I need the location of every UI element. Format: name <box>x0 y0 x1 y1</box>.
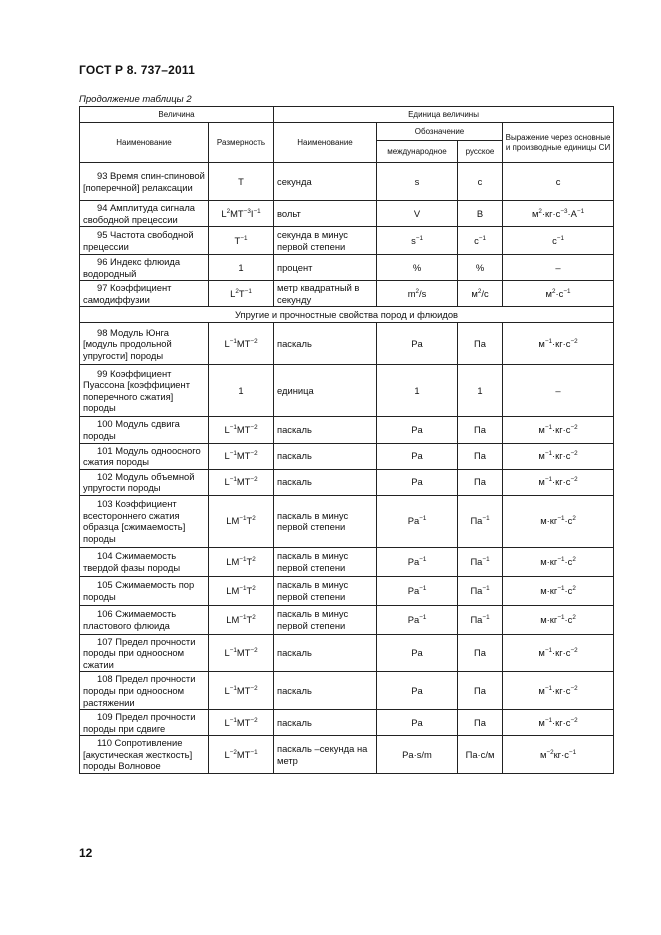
symbol-international: $m^2/s$ <box>377 281 458 307</box>
si-expression: $м\cdot кг^{-1}\cdot с^2$ <box>503 605 614 634</box>
quantity-name: 95 Частота свободной прецессии <box>80 227 209 255</box>
dimension: $LM^{-1}T^2$ <box>209 605 274 634</box>
symbol-russian: Па <box>458 417 503 443</box>
header-unit-name: Наименование <box>274 123 377 163</box>
header-international: международное <box>377 141 458 163</box>
dimension: $L^{-1}MT^{-2}$ <box>209 417 274 443</box>
dimension: 1 <box>209 255 274 281</box>
table-row <box>80 469 614 495</box>
header-quantity-name: Наименование <box>80 123 209 163</box>
quantity-name: 94 Амплитуда сигнала свободной прецессии <box>80 201 209 227</box>
symbol-russian: 1 <box>458 365 503 417</box>
unit-name: паскаль <box>274 672 377 710</box>
table-row <box>80 417 614 443</box>
dimension: $L^{-1}MT^{-2}$ <box>209 443 274 469</box>
quantity-name: 107 Предел прочности породы при одноосном сжатии <box>80 634 209 672</box>
symbol-international: $Pa^{-1}$ <box>377 605 458 634</box>
si-expression: $с^{-1}$ <box>503 227 614 255</box>
unit-name: паскаль <box>274 417 377 443</box>
quantity-name: 105 Сжимаемость пор породы <box>80 576 209 605</box>
dimension: $L^{-1}MT^{-2}$ <box>209 672 274 710</box>
symbol-russian: Па <box>458 443 503 469</box>
si-expression: $м^{-1}\cdot кг\cdot с^{-2}$ <box>503 672 614 710</box>
section-title: Упругие и прочностные свойства пород и флюидов <box>80 307 614 323</box>
symbol-russian: Па <box>458 672 503 710</box>
table-row <box>80 323 614 365</box>
quantity-name: 96 Индекс флюида водородный <box>80 255 209 281</box>
symbol-russian: Па·с/м <box>458 736 503 774</box>
quantity-name: 110 Сопротивление [акустическая жесткость] породы Волновое <box>80 736 209 774</box>
dimension: T <box>209 163 274 201</box>
si-expression: $м^{-1}\cdot кг\cdot с^{-2}$ <box>503 443 614 469</box>
table-row <box>80 163 614 201</box>
symbol-russian: Па <box>458 469 503 495</box>
table-row <box>80 547 614 576</box>
symbol-international: Pa <box>377 323 458 365</box>
unit-name: паскаль <box>274 323 377 365</box>
quantity-name: 98 Модуль Юнга [модуль продольной упругости] породы <box>80 323 209 365</box>
page-number: 12 <box>79 846 93 860</box>
table-row <box>80 201 614 227</box>
header-dimension: Размерность <box>209 123 274 163</box>
symbol-international: Pa <box>377 469 458 495</box>
table-row <box>80 736 614 774</box>
dimension: $LM^{-1}T^2$ <box>209 576 274 605</box>
quantity-name: 106 Сжимаемость пластового флюида <box>80 605 209 634</box>
si-expression: – <box>503 365 614 417</box>
table-row <box>80 672 614 710</box>
symbol-russian: Па <box>458 323 503 365</box>
symbol-international: Pa <box>377 710 458 736</box>
dimension: $L^{-1}MT^{-2}$ <box>209 323 274 365</box>
dimension: $L^{-1}MT^{-2}$ <box>209 710 274 736</box>
unit-name: процент <box>274 255 377 281</box>
quantity-name: 97 Коэффициент самодиффузии <box>80 281 209 307</box>
quantity-name: 99 Коэффициент Пуассона [коэффициент поперечного сжатия] породы <box>80 365 209 417</box>
si-expression: $м^2\cdot с^{-1}$ <box>503 281 614 307</box>
symbol-international: 1 <box>377 365 458 417</box>
si-expression: $м^2\cdot кг\cdot с^{-3}\cdot А^{-1}$ <box>503 201 614 227</box>
symbol-russian: $Па^{-1}$ <box>458 547 503 576</box>
symbol-international: $Pa^{-1}$ <box>377 576 458 605</box>
symbol-international: s <box>377 163 458 201</box>
dimension: $L^2T^{-1}$ <box>209 281 274 307</box>
unit-name: метр квадратный в секунду <box>274 281 377 307</box>
table-row <box>80 495 614 547</box>
quantity-name: 108 Предел прочности породы при одноосном растяжении <box>80 672 209 710</box>
quantity-name: 102 Модуль объемной упругости породы <box>80 469 209 495</box>
header-unit: Единица величины <box>274 107 614 123</box>
si-expression: $м^{-2}кг\cdot с^{-1}$ <box>503 736 614 774</box>
si-expression: $м\cdot кг^{-1}\cdot с^2$ <box>503 547 614 576</box>
table-row <box>80 710 614 736</box>
table-row <box>80 255 614 281</box>
header-designation: Обозначение <box>377 123 503 141</box>
unit-name: секунда в минус первой степени <box>274 227 377 255</box>
si-expression: $м^{-1}\cdot кг\cdot с^{-2}$ <box>503 710 614 736</box>
unit-name: паскаль <box>274 710 377 736</box>
table-body <box>80 163 614 774</box>
symbol-international: % <box>377 255 458 281</box>
header-quantity: Величина <box>80 107 274 123</box>
symbol-international: Pa <box>377 443 458 469</box>
symbol-russian: $Па^{-1}$ <box>458 495 503 547</box>
symbol-russian: В <box>458 201 503 227</box>
table-row <box>80 365 614 417</box>
table-caption: Продолжение таблицы 2 <box>79 94 192 105</box>
si-expression: $м^{-1}\cdot кг\cdot с^{-2}$ <box>503 417 614 443</box>
unit-name: секунда <box>274 163 377 201</box>
si-expression: $м\cdot кг^{-1}\cdot с^2$ <box>503 495 614 547</box>
symbol-russian: Па <box>458 710 503 736</box>
quantity-name: 101 Модуль одноосного сжатия породы <box>80 443 209 469</box>
symbol-russian: $м^2/с$ <box>458 281 503 307</box>
quantity-name: 93 Время спин-спиновой [поперечной] релаксации <box>80 163 209 201</box>
quantity-name: 109 Предел прочности породы при сдвиге <box>80 710 209 736</box>
unit-name: паскаль в минус первой степени <box>274 547 377 576</box>
symbol-international: Pa·s/m <box>377 736 458 774</box>
unit-name: паскаль <box>274 469 377 495</box>
units-table <box>79 106 614 774</box>
unit-name: паскаль в минус первой степени <box>274 576 377 605</box>
symbol-international: $Pa^{-1}$ <box>377 547 458 576</box>
quantity-name: 104 Сжимаемость твердой фазы породы <box>80 547 209 576</box>
si-expression: $м^{-1}\cdot кг\cdot с^{-2}$ <box>503 634 614 672</box>
si-expression: $м^{-1}\cdot кг\cdot с^{-2}$ <box>503 323 614 365</box>
quantity-name: 103 Коэффициент всестороннего сжатия образца [сжимаемость] породы <box>80 495 209 547</box>
unit-name: единица <box>274 365 377 417</box>
symbol-russian: $Па^{-1}$ <box>458 576 503 605</box>
symbol-russian: $с^{-1}$ <box>458 227 503 255</box>
symbol-international: V <box>377 201 458 227</box>
unit-name: паскаль в минус первой степени <box>274 495 377 547</box>
symbol-russian: Па <box>458 634 503 672</box>
dimension: $L^{-1}MT^{-2}$ <box>209 469 274 495</box>
si-expression: с <box>503 163 614 201</box>
symbol-russian: с <box>458 163 503 201</box>
table-row <box>80 605 614 634</box>
dimension: $LM^{-1}T^2$ <box>209 495 274 547</box>
table-row <box>80 281 614 307</box>
symbol-russian: % <box>458 255 503 281</box>
symbol-international: $s^{-1}$ <box>377 227 458 255</box>
si-expression: – <box>503 255 614 281</box>
symbol-international: Pa <box>377 417 458 443</box>
si-expression: $м^{-1}\cdot кг\cdot с^{-2}$ <box>503 469 614 495</box>
table-row <box>80 576 614 605</box>
unit-name: паскаль –секунда на метр <box>274 736 377 774</box>
dimension: 1 <box>209 365 274 417</box>
document-standard-title: ГОСТ Р 8. 737–2011 <box>79 63 196 77</box>
header-russian: русское <box>458 141 503 163</box>
symbol-international: Pa <box>377 634 458 672</box>
dimension: $T^{-1}$ <box>209 227 274 255</box>
symbol-international: Pa <box>377 672 458 710</box>
unit-name: вольт <box>274 201 377 227</box>
unit-name: паскаль <box>274 634 377 672</box>
symbol-russian: $Па^{-1}$ <box>458 605 503 634</box>
unit-name: паскаль в минус первой степени <box>274 605 377 634</box>
symbol-international: $Pa^{-1}$ <box>377 495 458 547</box>
table-row <box>80 634 614 672</box>
dimension: $L^{-1}MT^{-2}$ <box>209 634 274 672</box>
unit-name: паскаль <box>274 443 377 469</box>
dimension: $LM^{-1}T^2$ <box>209 547 274 576</box>
table-row <box>80 227 614 255</box>
si-expression: $м\cdot кг^{-1}\cdot с^2$ <box>503 576 614 605</box>
quantity-name: 100 Модуль сдвига породы <box>80 417 209 443</box>
table-row <box>80 443 614 469</box>
dimension: $L^2MT^{-3}I^{-1}$ <box>209 201 274 227</box>
dimension: $L^{-2}MT^{-1}$ <box>209 736 274 774</box>
header-expression: Выражение через основные и производные единицы СИ <box>503 123 614 163</box>
